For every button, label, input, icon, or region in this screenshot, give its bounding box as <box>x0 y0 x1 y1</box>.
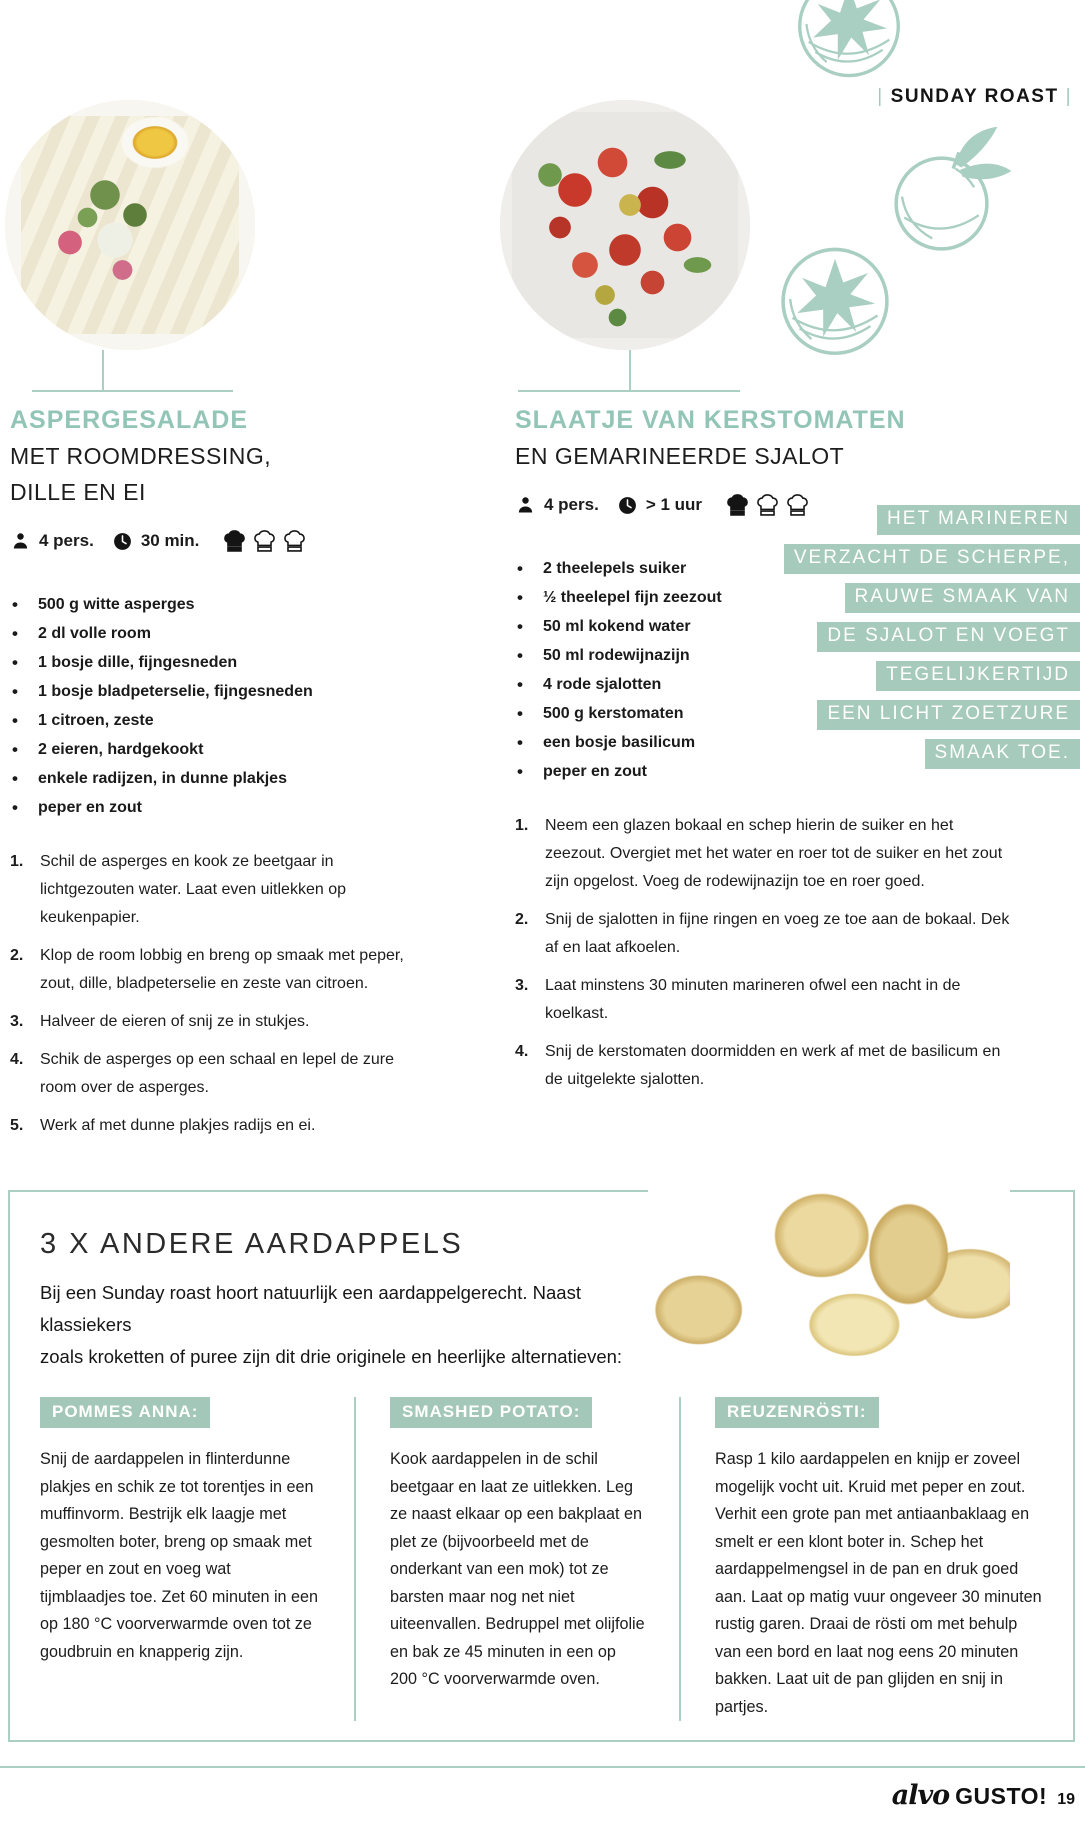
brand-name: GUSTO! <box>955 1783 1048 1809</box>
chef-hat-icon <box>281 528 308 555</box>
column-text: Rasp 1 kilo aardappelen en knijp er zoveel mogelijk vocht uit. Kruid met peper en zout. Verhit een grote pan met antiaanbaklaag en smelt er een klont boter in. Schep het aardappelmengsel in de pan en druk goed aan. Laat op matig vuur ongeveer 30 minuten rustig garen. Draai de rösti om met behulp van een bord en laat nog eens 20 minuten bakken. Laat uit de pan glijden en snij in partjes. <box>715 1450 1042 1716</box>
ingredient-item: • enkele radijzen, in dunne plakjes <box>10 764 418 793</box>
ingredient-item: • 500 g kerstomaten <box>515 699 1080 728</box>
tomato-sketch-icon <box>888 120 1016 258</box>
column-text: Snij de aardappelen in flinterdunne plakjes en schik ze tot torentjes in een muffinvorm. Bestrijk elk laagje met gesmolten boter, breng op smaak met peper en zout en voeg wat tijmblaadjes toe. Zet 60 minuten in een op 180 °C voorverwarmde oven tot ze goudbruin en knapperig zijn. <box>40 1450 319 1661</box>
column-header: POMMES ANNA: <box>40 1397 210 1428</box>
servings-icon <box>10 531 31 552</box>
recipe-subtitle: EN GEMARINEERDE SJALOT <box>515 443 845 469</box>
chef-hat-icon <box>724 492 751 519</box>
ingredient-item: • 1 citroen, zeste <box>10 706 418 735</box>
callout-line: TEGELIJKERTIJD <box>876 661 1080 691</box>
step-item: Schik de asperges op een schaal en lepel de zure room over de asperges. <box>40 1051 395 1096</box>
recipe-meta <box>10 524 418 558</box>
recipe-title: ASPERGESALADE <box>10 406 249 434</box>
photo-decoration <box>648 1176 1010 1362</box>
difficulty-rating <box>221 528 311 555</box>
column-divider <box>354 1397 356 1721</box>
section-tag: | SUNDAY ROAST | <box>870 86 1079 108</box>
callout-line: DE SJALOT EN VOEGT <box>817 622 1080 652</box>
column-text: Kook aardappelen in de schil beetgaar en laat ze uitlekken. Leg ze naast elkaar op een bakplaat en plet ze (bijvoorbeeld met de onderkant van een mok) tot ze barsten maar nog net niet uiteenvallen. Bedruppel met olijfolie en bak ze 45 minuten in een op 200 °C voorverwarmde oven. <box>390 1450 645 1688</box>
ingredient-item: • 50 ml kokend water <box>515 612 1080 641</box>
tomato-sketch-icon <box>793 0 905 80</box>
ingredient-item: • 4 rode sjalotten <box>515 670 1080 699</box>
time-icon <box>617 495 638 516</box>
column-header: REUZENRÖSTI: <box>715 1397 879 1428</box>
photo-connector <box>102 350 104 392</box>
photo-connector <box>629 350 631 392</box>
ingredient-item: • 2 eieren, hardgekookt <box>10 735 418 764</box>
callout-line: VERZACHT DE SCHERPE, <box>784 544 1080 574</box>
photo-connector <box>32 390 233 392</box>
marinating-callout <box>784 505 1080 769</box>
callout-line: EEN LICHT ZOETZURE <box>817 700 1080 730</box>
ingredient-list <box>10 590 418 822</box>
time-label: > 1 uur <box>645 495 703 514</box>
ingredient-item: • ½ theelepel fijn zeezout <box>515 583 1080 612</box>
step-item: Halveer de eieren of snij ze in stukjes. <box>40 1013 310 1030</box>
recipe-title: SLAATJE VAN KERSTOMATEN <box>515 406 906 434</box>
tomato-sketch-icon <box>776 240 894 358</box>
recipe-subtitle: DILLE EN EI <box>10 479 146 505</box>
photo-decoration <box>5 100 255 350</box>
step-item: Klop de room lobbig en breng op smaak met peper, zout, dille, bladpeterselie en zeste van citroen. <box>40 947 404 992</box>
potato-column-pommes-anna <box>40 1397 320 1721</box>
callout-line: SMAAK TOE. <box>925 739 1080 769</box>
step-item: Werk af met dunne plakjes radijs en ei. <box>40 1117 316 1134</box>
column-divider <box>679 1397 681 1721</box>
chef-hat-icon <box>251 528 278 555</box>
step-item: Schil de asperges en kook ze beetgaar in lichtgezouten water. Laat even uitlekken op keukenpapier. <box>40 853 346 926</box>
asparagus-salad-photo <box>5 100 255 350</box>
time-label: 30 min. <box>140 531 200 550</box>
photo-decoration <box>500 100 750 350</box>
ingredient-item: • een bosje basilicum <box>515 728 1080 757</box>
ingredient-item: • 2 theelepels suiker <box>515 554 1080 583</box>
ingredient-item: • 2 dl volle room <box>10 619 418 648</box>
ingredient-item: • 500 g witte asperges <box>10 590 418 619</box>
servings-label: 4 pers. <box>39 531 94 550</box>
footer <box>892 1780 1075 1811</box>
time-icon <box>112 531 133 552</box>
servings-icon <box>515 495 536 516</box>
potato-column-reuzenrosti <box>715 1397 1043 1721</box>
step-list <box>10 848 418 1140</box>
tomato-salad-photo <box>500 100 750 350</box>
step-list <box>515 812 1080 1094</box>
step-item: Snij de kerstomaten doormidden en werk af met de basilicum en de uitgelekte sjalotten. <box>545 1043 1001 1088</box>
recipe-subtitle: MET ROOMDRESSING, <box>10 443 272 469</box>
chef-hat-icon <box>221 528 248 555</box>
chef-hat-icon <box>754 492 781 519</box>
ingredient-item: • peper en zout <box>515 757 1080 786</box>
potatoes-photo <box>648 1176 1010 1362</box>
step-item: Snij de sjalotten in fijne ringen en voeg ze toe aan de bokaal. Dek af en laat afkoelen. <box>545 911 1010 956</box>
step-item: Neem een glazen bokaal en schep hierin de suiker en het zeezout. Overgiet met het water en roer tot de suiker en het zout zijn opgelost. Voeg de rodewijnazijn toe en roer goed. <box>545 817 1003 890</box>
callout-line: RAUWE SMAAK VAN <box>845 583 1080 613</box>
step-item: Laat minstens 30 minuten marineren ofwel een nacht in de koelkast. <box>545 977 961 1022</box>
footer-divider <box>0 1766 1085 1768</box>
box-title: 3 X ANDERE AARDAPPELS <box>40 1228 464 1260</box>
potato-column-smashed-potato <box>390 1397 645 1721</box>
recipe-asparagus <box>10 406 418 1150</box>
ingredient-item: • 1 bosje dille, fijngesneden <box>10 648 418 677</box>
box-intro: Bij een Sunday roast hoort natuurlijk een aardappelgerecht. Naast klassiekers <box>40 1282 581 1335</box>
ingredient-item: • 1 bosje bladpeterselie, fijngesneden <box>10 677 418 706</box>
ingredient-item: • peper en zout <box>10 793 418 822</box>
callout-line: HET MARINEREN <box>877 505 1080 535</box>
brand-logo: alvo <box>891 1780 950 1811</box>
box-intro: zoals kroketten of puree zijn dit drie originele en heerlijke alternatieven: <box>40 1346 623 1367</box>
photo-connector <box>518 390 740 392</box>
column-header: SMASHED POTATO: <box>390 1397 592 1428</box>
ingredient-item: • 50 ml rodewijnazijn <box>515 641 1080 670</box>
page-number: 19 <box>1057 1791 1075 1808</box>
servings-label: 4 pers. <box>544 495 599 514</box>
